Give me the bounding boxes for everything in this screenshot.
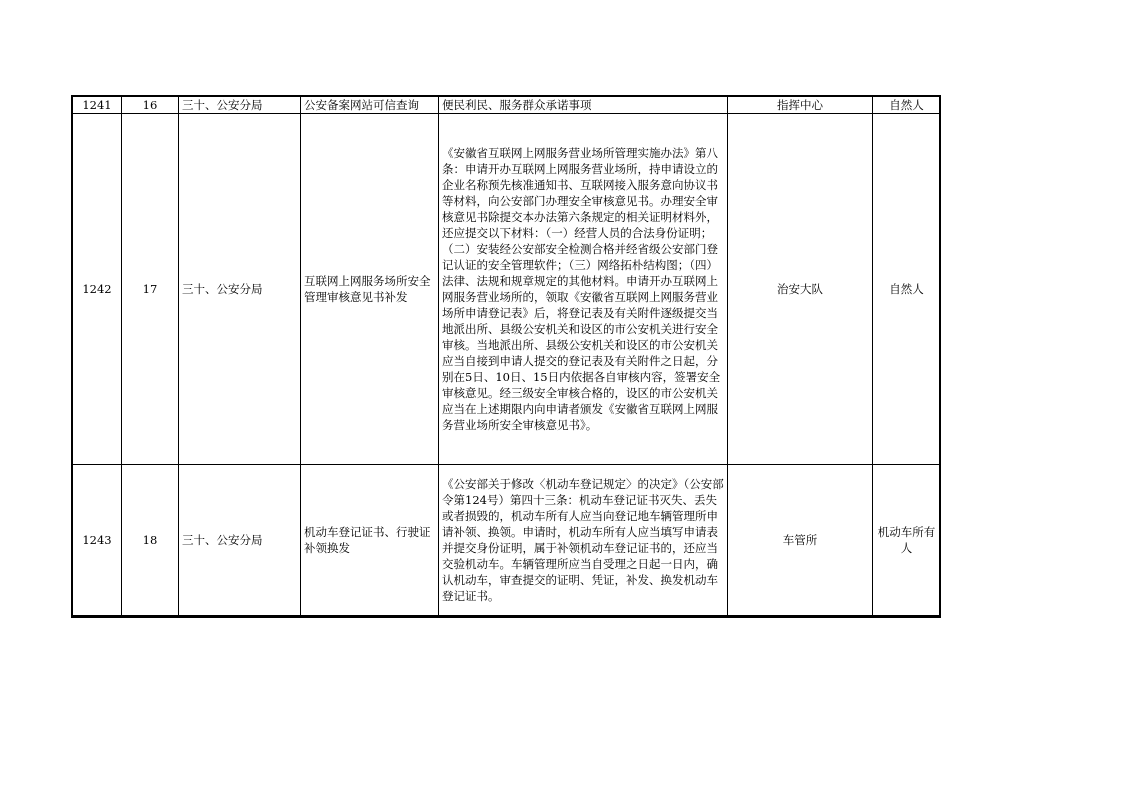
row-number-cell: 1243 xyxy=(73,465,122,616)
item-name-cell: 互联网上网服务场所安全管理审核意见书补发 xyxy=(301,114,439,465)
department-cell: 三十、公安分局 xyxy=(179,114,301,465)
table-row xyxy=(73,97,941,114)
department-cell: 三十、公安分局 xyxy=(179,97,301,114)
legal-basis-cell: 《安徽省互联网上网服务营业场所管理实施办法》第八条：申请开办互联网上网服务营业场所，持申请设立的企业名称预先核准通知书、互联网接入服务意向协议书等材料，向公安部门办理安全审核意见书。办理安全审核意见书除提交本办法第六条规定的相关证明材料外，还应提交以下材料：（一）经营人员的合法身份证明；（二）安装经公安部安全检测合格并经省级公安部门登记认证的安全管理软件；（三）网络拓朴结构图；（四）法律、法规和规章规定的其他材料。申请开办互联网上网服务营业场所的，领取《安徽省互联网上网服务营业场所申请登记表》后，将登记表及有关附件逐级提交当地派出所、县级公安机关和设区的市公安机关进行安全审核。当地派出所、县级公安机关和设区的市公安机关应当自接到申请人提交的登记表及有关附件之日起，分别在5日、10日、15日内依据各自审核内容，签署安全审核意见。经三级安全审核合格的，设区的市公安机关应当在上述期限内向申请者颁发《安徽省互联网上网服务营业场所安全审核意见书》。 xyxy=(439,114,728,465)
department-cell: 三十、公安分局 xyxy=(179,465,301,616)
legal-basis-cell: 《公安部关于修改〈机动车登记规定〉的决定》（公安部令第124号）第四十三条：机动车登记证书灭失、丢失或者损毁的，机动车所有人应当向登记地车辆管理所申请补领、换领。申请时，机动车所有人应当填写申请表并提交身份证明，属于补领机动车登记证书的，还应当交验机动车。车辆管理所应当自受理之日起一日内，确认机动车，审查提交的证明、凭证，补发、换发机动车登记证书。 xyxy=(439,465,728,616)
table-row xyxy=(73,114,941,465)
service-target-cell: 自然人 xyxy=(873,97,941,114)
handling-unit-cell: 车管所 xyxy=(728,465,873,616)
sequence-cell: 16 xyxy=(122,97,179,114)
handling-unit-cell: 治安大队 xyxy=(728,114,873,465)
item-name-cell: 公安备案网站可信查询 xyxy=(301,97,439,114)
item-name-cell: 机动车登记证书、行驶证补领换发 xyxy=(301,465,439,616)
handling-unit-cell: 指挥中心 xyxy=(728,97,873,114)
service-target-cell: 机动车所有人 xyxy=(873,465,941,616)
row-number-cell: 1241 xyxy=(73,97,122,114)
sequence-cell: 17 xyxy=(122,114,179,465)
matters-table xyxy=(72,96,941,616)
row-number-cell: 1242 xyxy=(73,114,122,465)
sequence-cell: 18 xyxy=(122,465,179,616)
table-row xyxy=(73,465,941,616)
service-target-cell: 自然人 xyxy=(873,114,941,465)
legal-basis-cell: 便民利民、服务群众承诺事项 xyxy=(439,97,728,114)
